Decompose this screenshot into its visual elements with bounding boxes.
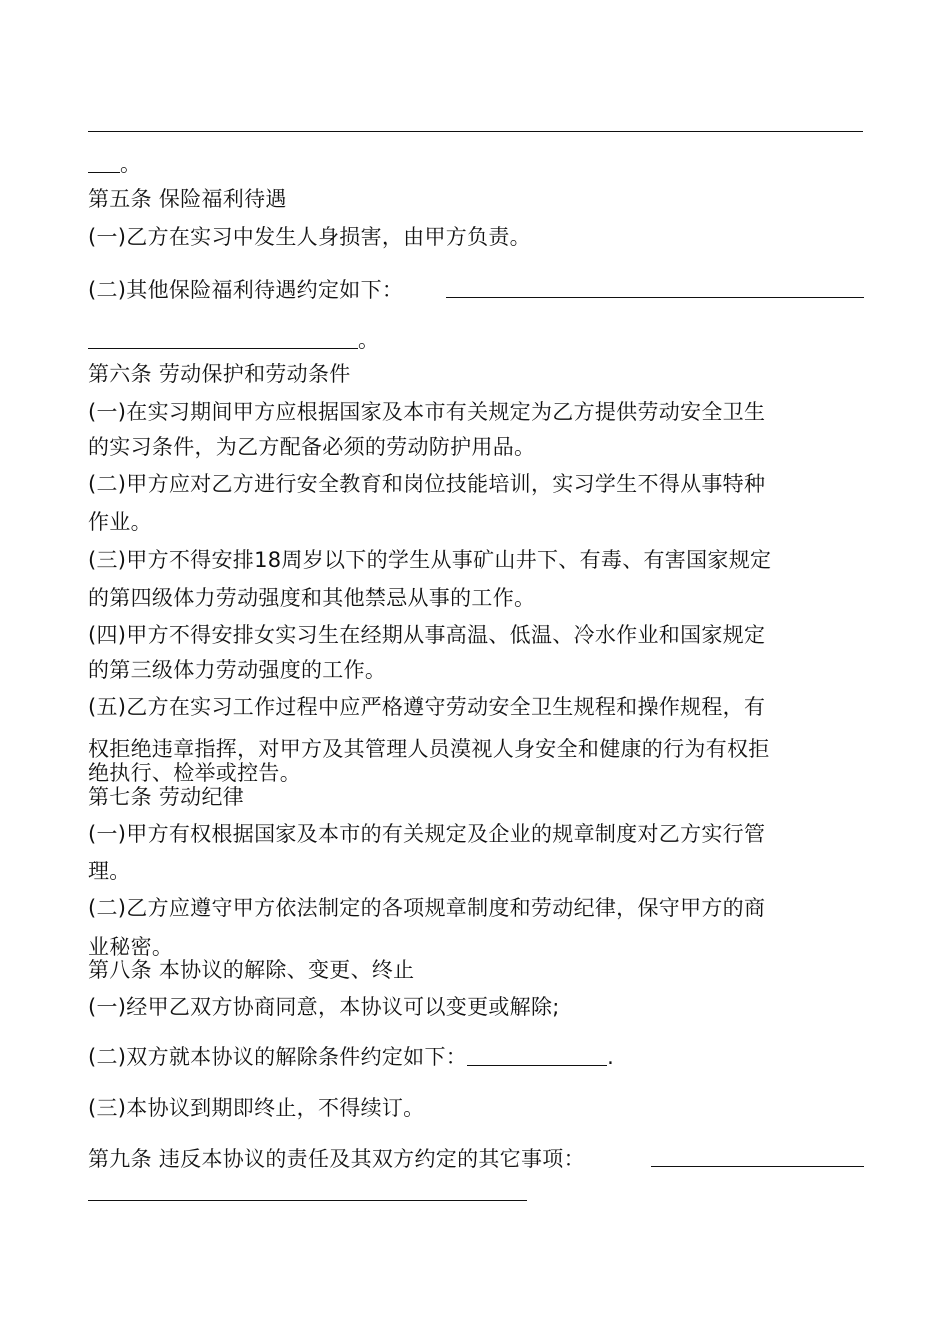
section-6-item-4-line-1: (四)甲方不得安排女实习生在经期从事高温、低温、冷水作业和国家规定 (88, 623, 766, 647)
section-8-item-3: (三)本协议到期即终止，不得续订。 (88, 1096, 425, 1120)
section-6-item-5-line-3: 绝执行、检举或控告。 (88, 761, 301, 785)
fill-line (88, 152, 120, 173)
section-6-item-5-line-1: (五)乙方在实习工作过程中应严格遵守劳动安全卫生规程和操作规程，有 (88, 695, 766, 719)
section-5-item-2-cont: 。 (88, 326, 379, 354)
fill-line (446, 297, 864, 298)
section-7-item-2-line-2: 业秘密。 (88, 935, 174, 959)
section-4-tail: 。 (88, 150, 141, 178)
section-6-item-3-line-2: 的第四级体力劳动强度和其他禁忌从事的工作。 (88, 586, 536, 610)
section-7-item-1-line-1: (一)甲方有权根据国家及本市的有关规定及企业的规章制度对乙方实行管 (88, 822, 766, 846)
fill-line (467, 1045, 607, 1066)
section-5-item-1: (一)乙方在实习中发生人身损害，由甲方负责。 (88, 225, 531, 249)
section-7-item-2-line-1: (二)乙方应遵守甲方依法制定的各项规章制度和劳动纪律，保守甲方的商 (88, 896, 766, 920)
fill-line (651, 1166, 864, 1167)
section-5-heading: 第五条 保险福利待遇 (88, 187, 287, 211)
section-6-item-1-line-2: 的实习条件，为乙方配备必须的劳动防护用品。 (88, 435, 536, 459)
section-7-heading: 第七条 劳动纪律 (88, 785, 245, 809)
section-6-item-2-line-1: (二)甲方应对乙方进行安全教育和岗位技能培训，实习学生不得从事特种 (88, 472, 766, 496)
section-6-item-3-line-1: (三)甲方不得安排18周岁以下的学生从事矿山井下、有毒、有害国家规定 (88, 548, 772, 572)
section-6-item-5-line-2: 权拒绝违章指挥，对甲方及其管理人员漠视人身安全和健康的行为有权拒 (88, 737, 770, 761)
section-6-item-4-line-2: 的第三级体力劳动强度的工作。 (88, 658, 387, 682)
section-6-heading: 第六条 劳动保护和劳动条件 (88, 362, 351, 386)
section-5-item-2: (二)其他保险福利待遇约定如下： (88, 278, 404, 302)
fill-line (88, 328, 358, 349)
section-8-item-1: (一)经甲乙双方协商同意，本协议可以变更或解除; (88, 995, 560, 1019)
section-6-item-1-line-1: (一)在实习期间甲方应根据国家及本市有关规定为乙方提供劳动安全卫生 (88, 400, 766, 424)
section-8-heading: 第八条 本协议的解除、变更、终止 (88, 958, 415, 982)
fill-line (88, 131, 863, 132)
section-6-item-2-line-2: 作业。 (88, 510, 152, 534)
section-9-heading: 第九条 违反本协议的责任及其双方约定的其它事项： (88, 1147, 585, 1171)
section-8-item-2: (二)双方就本协议的解除条件约定如下： . (88, 1045, 615, 1069)
fill-line (88, 1200, 527, 1201)
section-7-item-1-line-2: 理。 (88, 859, 131, 883)
